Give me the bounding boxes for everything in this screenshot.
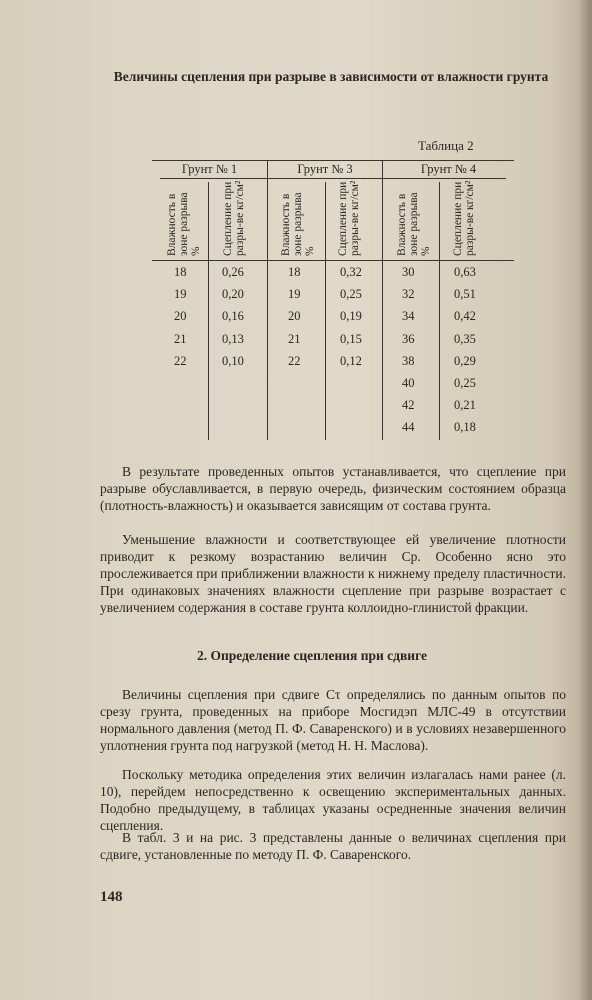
- table-cell: [212, 373, 262, 393]
- table-cell: 21: [174, 331, 187, 346]
- group-header-underline: [160, 178, 506, 179]
- col-header-4: Сцепление при разры-ве кг/см²: [337, 180, 361, 256]
- group-header-2: Грунт № 3: [297, 162, 353, 176]
- table-cell: [330, 373, 380, 393]
- col-header-1: Влажность в зоне разрыва %: [166, 192, 202, 256]
- table-caption: Таблица 2: [418, 138, 474, 153]
- col-divider-5: [439, 182, 440, 440]
- group-header-1: Грунт № 1: [181, 162, 238, 176]
- paragraph-3: Величины сцепления при сдвиге Сτ определялись по данным опытов по срезу грунта, проведенных на приборе Мосгидэп МЛС-49 в отсутствии нормального давления (метод П. Ф. Саваренского) и в условиях незавершенного уплотнения грунта под нагрузкой (метод Н. Н. Маслова).: [100, 687, 566, 753]
- table-cell: 0,51: [454, 287, 476, 302]
- table-cell: [288, 373, 318, 393]
- table-cell: 0,18: [454, 420, 476, 435]
- section-heading: 2. Определение сцепления при сдвиге: [196, 648, 428, 663]
- table-cell: 0,26: [222, 265, 244, 279]
- table-cell: [212, 395, 262, 415]
- page-number: 148: [100, 889, 123, 905]
- table-cell: 0,25: [454, 376, 476, 390]
- table-cell: [212, 417, 262, 437]
- table-cell: 0,16: [222, 309, 244, 324]
- col-divider-1: [208, 182, 209, 440]
- col-divider-3: [325, 182, 326, 440]
- table-cell: 21: [288, 331, 301, 346]
- table-cell: 0,15: [340, 331, 362, 346]
- table-cell: 0,19: [340, 309, 362, 324]
- paragraph-1: В результате проведенных опытов устанавливается, что сцепление при разрыве обуславливается, в первую очередь, физическим состоянием образца (плотность-влажность) и оказывается зависящим от состава грунта.: [100, 464, 566, 513]
- group-divider-1: [267, 160, 268, 440]
- table-cell: 44: [402, 420, 415, 435]
- page-edge-shadow: [578, 0, 592, 1000]
- table-cell: [330, 395, 380, 415]
- table-cell: 42: [402, 398, 415, 413]
- table-cell: 19: [288, 287, 301, 302]
- col-header-6: Сцепление при разры-ве кг/см²: [452, 180, 476, 256]
- table-cell: 18: [174, 265, 187, 279]
- header-bottom-border: [152, 260, 514, 261]
- table-cell: 0,32: [340, 265, 362, 279]
- table-cell: [174, 417, 204, 437]
- paragraph-4: Поскольку методика определения этих величин излагалась нами ранее (л. 10), перейдем непосредственно к освещению экспериментальных данных. Подобно предыдущему, в таблицах указаны осредненные значения величин сцепления.: [100, 767, 566, 833]
- table-cell: [330, 417, 380, 437]
- table-cell: 20: [174, 309, 187, 324]
- table-cell: 0,10: [222, 353, 244, 368]
- table-cell: 0,29: [454, 353, 476, 368]
- table-cell: [288, 417, 318, 437]
- col-header-3: Влажность в зоне разрыва %: [280, 192, 316, 256]
- col-header-2: Сцепление при разры-ве кг/см²: [222, 180, 246, 256]
- table-cell: 36: [402, 331, 415, 346]
- group-divider-2: [382, 160, 383, 440]
- col-header-5: Влажность в зоне разрыва %: [396, 192, 432, 256]
- table-cell: 0,63: [454, 265, 476, 279]
- table-cell: 30: [402, 265, 415, 279]
- table-cell: 22: [288, 353, 301, 368]
- table-cell: 0,20: [222, 287, 244, 302]
- table-cell: 0,21: [454, 398, 476, 413]
- table-cell: [288, 395, 318, 415]
- data-table: [152, 160, 514, 440]
- table-cell: 40: [402, 376, 415, 390]
- table-cell: 19: [174, 287, 187, 302]
- table-cell: 34: [402, 309, 415, 324]
- group-header-3: Грунт № 4: [420, 162, 477, 176]
- table-cell: 22: [174, 353, 187, 368]
- table-cell: [174, 395, 204, 415]
- paragraph-5: В табл. 3 и на рис. 3 представлены данные о величинах сцепления при сдвиге, установленные по методу П. Ф. Саваренского.: [100, 830, 566, 862]
- table-cell: 38: [402, 353, 415, 368]
- paragraph-2: Уменьшение влажности и соответствующее ей увеличение плотности приводит к резкому возрастанию величин Ср. Особенно ясно это прослеживается при приближении влажности к нижнему пределу пластичности. При одинаковых значениях влажности сцепление при разрыве возрастает с увеличением содержания в составе грунта коллоидно-глинистой фракции.: [100, 532, 566, 615]
- table-cell: 18: [288, 265, 301, 279]
- table-cell: 0,42: [454, 309, 476, 324]
- table-title: Величины сцепления при разрыве в зависимости от влажности грунта: [113, 69, 549, 84]
- table-cell: 0,25: [340, 287, 362, 302]
- table-cell: 20: [288, 309, 301, 324]
- table-cell: 0,12: [340, 353, 362, 368]
- table-cell: [174, 373, 204, 393]
- table-cell: 32: [402, 287, 415, 302]
- table-cell: 0,35: [454, 331, 476, 346]
- table-cell: 0,13: [222, 331, 244, 346]
